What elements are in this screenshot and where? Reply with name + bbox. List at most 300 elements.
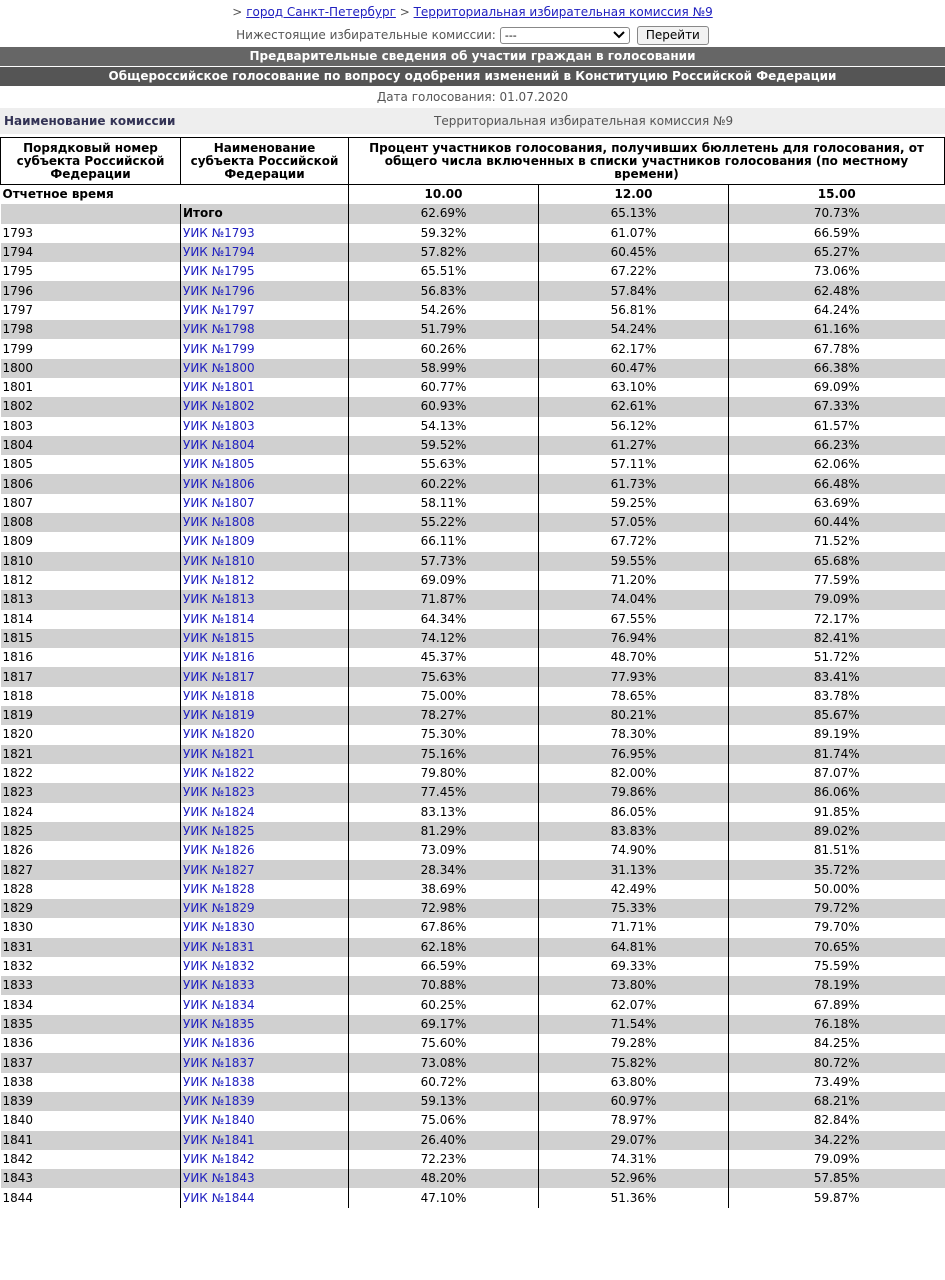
uik-link[interactable]: УИК №1817 — [183, 669, 255, 684]
uik-cell — [181, 899, 349, 918]
uik-link[interactable]: УИК №1828 — [183, 881, 255, 896]
turnout-15: 50.00% — [729, 880, 945, 899]
table-row — [1, 976, 945, 995]
row-number: 1794 — [1, 243, 181, 262]
turnout-10: 55.63% — [349, 455, 539, 474]
table-row — [1, 1111, 945, 1130]
turnout-15: 70.65% — [729, 938, 945, 957]
turnout-12: 31.13% — [539, 860, 729, 879]
uik-cell — [181, 1150, 349, 1169]
turnout-10: 56.83% — [349, 281, 539, 300]
uik-cell — [181, 860, 349, 879]
uik-link[interactable]: УИК №1802 — [183, 399, 255, 414]
uik-link[interactable]: УИК №1794 — [183, 245, 255, 260]
uik-cell — [181, 764, 349, 783]
lower-commissions-select[interactable] — [500, 27, 630, 44]
uik-link[interactable]: УИК №1820 — [183, 727, 255, 742]
row-number: 1829 — [1, 899, 181, 918]
row-number: 1838 — [2, 1074, 34, 1089]
table-row — [1, 532, 945, 551]
table-row — [1, 243, 945, 262]
turnout-15: 51.72% — [729, 648, 945, 667]
turnout-15: 76.18% — [729, 1015, 945, 1034]
uik-link[interactable]: УИК №1813 — [183, 592, 255, 607]
row-number: 1833 — [1, 976, 181, 995]
table-row — [1, 320, 945, 339]
uik-link[interactable]: УИК №1818 — [183, 688, 255, 703]
row-number: 1800 — [1, 359, 181, 378]
uik-link[interactable]: УИК №1824 — [183, 804, 255, 819]
turnout-10: 62.18% — [349, 938, 539, 957]
row-number: 1807 — [2, 495, 34, 510]
table-row — [1, 494, 945, 513]
uik-link[interactable]: УИК №1830 — [183, 920, 255, 935]
uik-cell — [181, 976, 349, 995]
uik-link[interactable]: УИК №1835 — [183, 1016, 255, 1031]
uik-cell — [181, 455, 349, 474]
turnout-15: 87.07% — [729, 764, 945, 783]
total-15: 70.73% — [729, 204, 945, 223]
table-row — [1, 918, 945, 937]
turnout-10: 72.98% — [349, 899, 539, 918]
turnout-15: 65.27% — [729, 243, 945, 262]
turnout-15: 79.70% — [729, 918, 945, 937]
commission-label: Наименование комиссии — [4, 114, 176, 128]
uik-link[interactable]: УИК №1819 — [183, 708, 255, 723]
uik-link[interactable]: УИК №1803 — [183, 418, 255, 433]
table-row — [1, 764, 945, 783]
turnout-15: 61.16% — [729, 320, 945, 339]
turnout-12: 54.24% — [539, 320, 729, 339]
row-number: 1797 — [2, 302, 34, 317]
uik-cell — [181, 745, 349, 764]
uik-cell — [181, 667, 349, 686]
uik-link[interactable]: УИК №1826 — [183, 843, 255, 858]
row-number: 1793 — [2, 225, 34, 240]
turnout-15: 82.84% — [729, 1111, 945, 1130]
turnout-10: 60.77% — [349, 378, 539, 397]
table-row — [1, 995, 945, 1014]
breadcrumb-link-city[interactable]: город Санкт-Петербург — [246, 5, 396, 19]
turnout-15: 61.57% — [729, 417, 945, 436]
turnout-15: 62.06% — [729, 455, 945, 474]
lower-commissions-label: Нижестоящие избирательные комиссии: — [236, 28, 496, 42]
row-number: 1841 — [1, 1131, 181, 1150]
turnout-15: 85.67% — [729, 706, 945, 725]
uik-link[interactable]: УИК №1800 — [183, 360, 255, 375]
uik-cell — [181, 648, 349, 667]
vote-date — [0, 86, 945, 108]
table-row — [1, 262, 945, 281]
turnout-15: 67.78% — [729, 339, 945, 358]
row-number: 1831 — [1, 938, 181, 957]
uik-link[interactable]: УИК №1827 — [183, 862, 255, 877]
uik-cell — [181, 378, 349, 397]
turnout-10: 57.73% — [349, 552, 539, 571]
uik-cell — [181, 552, 349, 571]
uik-cell — [181, 1131, 349, 1150]
uik-link[interactable]: УИК №1829 — [183, 901, 255, 916]
uik-cell — [181, 1092, 349, 1111]
turnout-10: 60.72% — [349, 1073, 539, 1092]
turnout-15: 60.44% — [729, 513, 945, 532]
turnout-10: 72.23% — [349, 1150, 539, 1169]
table-row — [1, 590, 945, 609]
breadcrumb-link-commission[interactable]: Территориальная избирательная комиссия №9 — [413, 5, 713, 19]
uik-cell — [181, 803, 349, 822]
row-number: 1839 — [1, 1092, 181, 1111]
uik-link[interactable]: УИК №1814 — [183, 611, 255, 626]
uik-link[interactable]: УИК №1809 — [183, 534, 255, 549]
turnout-12: 76.95% — [539, 745, 729, 764]
turnout-12: 48.70% — [539, 648, 729, 667]
table-row — [1, 860, 945, 879]
turnout-15: 81.74% — [729, 745, 945, 764]
uik-link[interactable]: УИК №1808 — [183, 515, 255, 530]
uik-link[interactable]: УИК №1838 — [183, 1074, 255, 1089]
uik-cell — [181, 1188, 349, 1207]
turnout-12: 73.80% — [539, 976, 729, 995]
uik-cell — [181, 281, 349, 300]
turnout-15: 83.78% — [729, 687, 945, 706]
row-number: 1810 — [1, 552, 181, 571]
turnout-15: 67.89% — [729, 995, 945, 1014]
table-row — [1, 1188, 945, 1207]
uik-cell — [181, 938, 349, 957]
time-15: 15.00 — [729, 185, 945, 205]
uik-link[interactable]: УИК №1821 — [183, 746, 255, 761]
row-number: 1803 — [2, 418, 34, 433]
table-row — [1, 745, 945, 764]
total-12: 65.13% — [539, 204, 729, 223]
row-number: 1806 — [1, 474, 181, 493]
uik-cell — [181, 494, 349, 513]
uik-cell — [181, 1015, 349, 1034]
turnout-12: 60.47% — [539, 359, 729, 378]
turnout-10: 59.52% — [349, 436, 539, 455]
turnout-15: 91.85% — [729, 803, 945, 822]
uik-cell — [181, 532, 349, 551]
uik-link[interactable]: УИК №1834 — [183, 997, 255, 1012]
uik-cell — [181, 1111, 349, 1130]
uik-link[interactable]: УИК №1832 — [183, 959, 255, 974]
turnout-10: 81.29% — [349, 822, 539, 841]
uik-link[interactable]: УИК №1798 — [183, 322, 255, 337]
turnout-10: 69.09% — [349, 571, 539, 590]
turnout-12: 83.83% — [539, 822, 729, 841]
uik-cell — [181, 436, 349, 455]
table-row — [1, 417, 945, 436]
uik-cell — [181, 571, 349, 590]
table-row — [1, 687, 945, 706]
turnout-12: 71.54% — [539, 1015, 729, 1034]
table-row — [1, 899, 945, 918]
turnout-10: 75.16% — [349, 745, 539, 764]
row-number: 1805 — [2, 457, 34, 472]
row-number: 1830 — [2, 920, 34, 935]
table-row — [1, 571, 945, 590]
uik-link[interactable]: УИК №1806 — [183, 476, 255, 491]
turnout-12: 75.82% — [539, 1053, 729, 1072]
turnout-15: 66.59% — [729, 224, 945, 243]
turnout-15: 67.33% — [729, 397, 945, 416]
turnout-15: 73.49% — [729, 1073, 945, 1092]
row-number: 1808 — [1, 513, 181, 532]
header-name: Наименование субъекта Российской Федерации — [181, 138, 349, 185]
uik-link[interactable]: УИК №1797 — [183, 302, 255, 317]
turnout-12: 74.31% — [539, 1150, 729, 1169]
row-number: 1821 — [1, 745, 181, 764]
turnout-10: 59.13% — [349, 1092, 539, 1111]
date-value: 01.07.2020 — [499, 90, 569, 104]
table-row — [1, 1092, 945, 1111]
turnout-10: 60.25% — [349, 995, 539, 1014]
time-row — [1, 185, 945, 205]
turnout-12: 67.55% — [539, 610, 729, 629]
turnout-10: 45.37% — [349, 648, 539, 667]
row-number: 1818 — [2, 688, 34, 703]
uik-cell — [181, 783, 349, 802]
turnout-10: 54.26% — [349, 301, 539, 320]
row-number: 1842 — [2, 1151, 34, 1166]
uik-link[interactable]: УИК №1831 — [183, 939, 255, 954]
turnout-10: 57.82% — [349, 243, 539, 262]
row-number: 1836 — [2, 1036, 34, 1051]
uik-link[interactable]: УИК №1840 — [183, 1113, 255, 1128]
turnout-10: 78.27% — [349, 706, 539, 725]
table-row — [1, 841, 945, 860]
turnout-12: 59.25% — [539, 494, 729, 513]
uik-cell — [181, 359, 349, 378]
uik-cell — [181, 262, 349, 281]
uik-cell — [181, 725, 349, 744]
row-number: 1822 — [2, 766, 34, 781]
uik-cell — [181, 629, 349, 648]
turnout-10: 60.22% — [349, 474, 539, 493]
uik-link[interactable]: УИК №1795 — [183, 264, 255, 279]
uik-link[interactable]: УИК №1837 — [183, 1055, 255, 1070]
header-number: Порядковый номер субъекта Российской Федерации — [1, 138, 181, 185]
turnout-15: 66.38% — [729, 359, 945, 378]
commission-row — [0, 108, 945, 134]
row-number: 1837 — [1, 1053, 181, 1072]
turnout-15: 34.22% — [729, 1131, 945, 1150]
uik-link[interactable]: УИК №1822 — [183, 766, 255, 781]
uik-link[interactable]: УИК №1804 — [183, 438, 255, 452]
turnout-15: 75.59% — [729, 957, 945, 976]
turnout-10: 26.40% — [349, 1131, 539, 1150]
uik-cell — [181, 610, 349, 629]
uik-cell — [181, 1169, 349, 1188]
turnout-12: 75.33% — [539, 899, 729, 918]
turnout-12: 78.30% — [539, 725, 729, 744]
turnout-10: 73.09% — [349, 841, 539, 860]
turnout-15: 71.52% — [729, 532, 945, 551]
turnout-10: 60.93% — [349, 397, 539, 416]
uik-link[interactable]: УИК №1839 — [183, 1094, 255, 1109]
turnout-12: 76.94% — [539, 629, 729, 648]
uik-link[interactable]: УИК №1793 — [183, 225, 255, 240]
row-number: 1824 — [2, 804, 34, 819]
turnout-10: 67.86% — [349, 918, 539, 937]
turnout-15: 79.09% — [729, 1150, 945, 1169]
turnout-10: 75.30% — [349, 725, 539, 744]
turnout-15: 89.02% — [729, 822, 945, 841]
uik-link[interactable]: УИК №1807 — [183, 495, 255, 510]
uik-link[interactable]: УИК №1810 — [183, 553, 255, 568]
breadcrumb-separator: > — [399, 5, 410, 19]
turnout-10: 58.99% — [349, 359, 539, 378]
turnout-12: 78.97% — [539, 1111, 729, 1130]
row-number: 1802 — [1, 397, 181, 416]
turnout-15: 35.72% — [729, 860, 945, 879]
header-percent: Процент участников голосования, получивших бюллетень для голосования, от общего числа включенных в списки участников голосования (по местному времени) — [349, 138, 945, 185]
total-label: Итого — [181, 204, 349, 223]
go-button[interactable]: Перейти — [637, 26, 709, 45]
turnout-12: 61.07% — [539, 224, 729, 243]
row-number: 1840 — [2, 1113, 34, 1128]
turnout-15: 73.06% — [729, 262, 945, 281]
table-row — [1, 281, 945, 300]
uik-link[interactable]: УИК №1799 — [183, 341, 255, 356]
table-row — [1, 339, 945, 358]
turnout-12: 57.11% — [539, 455, 729, 474]
turnout-10: 73.08% — [349, 1053, 539, 1072]
table-row — [1, 667, 945, 686]
uik-link[interactable]: УИК №1841 — [183, 1132, 255, 1147]
uik-link[interactable]: УИК №1842 — [183, 1151, 255, 1166]
turnout-15: 78.19% — [729, 976, 945, 995]
row-number: 1827 — [1, 860, 181, 879]
turnout-10: 75.63% — [349, 667, 539, 686]
table-row — [1, 224, 945, 243]
turnout-table — [0, 137, 945, 1208]
turnout-12: 60.45% — [539, 243, 729, 262]
table-row — [1, 803, 945, 822]
turnout-12: 82.00% — [539, 764, 729, 783]
turnout-10: 65.51% — [349, 262, 539, 281]
turnout-15: 62.48% — [729, 281, 945, 300]
turnout-10: 69.17% — [349, 1015, 539, 1034]
uik-link[interactable]: УИК №1812 — [183, 573, 255, 588]
uik-link[interactable]: УИК №1815 — [183, 630, 255, 645]
chevron-down-icon — [613, 31, 625, 39]
turnout-15: 69.09% — [729, 378, 945, 397]
turnout-15: 82.41% — [729, 629, 945, 648]
turnout-12: 69.33% — [539, 957, 729, 976]
table-row — [1, 1131, 945, 1150]
row-number: 1804 — [1, 436, 181, 455]
turnout-15: 79.09% — [729, 590, 945, 609]
turnout-10: 75.60% — [349, 1034, 539, 1053]
turnout-15: 63.69% — [729, 494, 945, 513]
turnout-12: 78.65% — [539, 687, 729, 706]
row-number: 1843 — [1, 1169, 181, 1188]
uik-cell — [181, 841, 349, 860]
table-row — [1, 436, 945, 455]
uik-cell — [181, 590, 349, 609]
turnout-15: 77.59% — [729, 571, 945, 590]
breadcrumb — [0, 0, 945, 24]
uik-link[interactable]: УИК №1805 — [183, 457, 255, 472]
row-number: 1820 — [2, 727, 34, 742]
uik-cell — [181, 687, 349, 706]
row-number: 1814 — [2, 611, 34, 626]
uik-cell — [181, 957, 349, 976]
table-row — [1, 474, 945, 493]
uik-link[interactable]: УИК №1843 — [183, 1171, 255, 1186]
turnout-12: 52.96% — [539, 1169, 729, 1188]
row-number: 1817 — [1, 667, 181, 686]
turnout-12: 71.71% — [539, 918, 729, 937]
turnout-12: 74.04% — [539, 590, 729, 609]
table-row — [1, 359, 945, 378]
uik-link[interactable]: УИК №1823 — [183, 785, 255, 800]
vote-title: Общероссийское голосование по вопросу одобрения изменений в Конституцию Российской Федерации — [0, 67, 945, 86]
uik-cell — [181, 822, 349, 841]
turnout-10: 48.20% — [349, 1169, 539, 1188]
turnout-10: 83.13% — [349, 803, 539, 822]
turnout-12: 62.07% — [539, 995, 729, 1014]
turnout-15: 86.06% — [729, 783, 945, 802]
turnout-15: 65.68% — [729, 552, 945, 571]
uik-link[interactable]: УИК №1801 — [183, 380, 255, 395]
table-row — [1, 648, 945, 667]
table-row — [1, 957, 945, 976]
uik-cell — [181, 320, 349, 339]
uik-link[interactable]: УИК №1833 — [183, 978, 255, 993]
turnout-15: 79.72% — [729, 899, 945, 918]
turnout-12: 74.90% — [539, 841, 729, 860]
table-row — [1, 1034, 945, 1053]
uik-cell — [181, 397, 349, 416]
page-title: Предварительные сведения об участии граждан в голосовании — [0, 47, 945, 66]
uik-link[interactable]: УИК №1836 — [183, 1036, 255, 1051]
turnout-15: 66.48% — [729, 474, 945, 493]
row-number: 1832 — [2, 959, 34, 974]
row-number: 1813 — [1, 590, 181, 609]
row-number: 1834 — [2, 997, 34, 1012]
turnout-10: 47.10% — [349, 1188, 539, 1207]
turnout-12: 56.81% — [539, 301, 729, 320]
uik-link[interactable]: УИК №1816 — [183, 650, 255, 665]
table-row — [1, 783, 945, 802]
row-number: 1801 — [2, 380, 34, 395]
row-number: 1844 — [2, 1190, 34, 1205]
turnout-10: 75.00% — [349, 687, 539, 706]
uik-cell — [181, 1053, 349, 1072]
uik-cell — [181, 706, 349, 725]
turnout-15: 66.23% — [729, 436, 945, 455]
turnout-10: 64.34% — [349, 610, 539, 629]
uik-cell — [181, 224, 349, 243]
table-row — [1, 938, 945, 957]
uik-cell — [181, 918, 349, 937]
uik-link[interactable]: УИК №1796 — [183, 283, 255, 298]
commission-value: Территориальная избирательная комиссия №9 — [434, 114, 734, 128]
row-number: 1835 — [1, 1015, 181, 1034]
uik-link[interactable]: УИК №1825 — [183, 823, 255, 838]
uik-link[interactable]: УИК №1844 — [183, 1190, 255, 1205]
turnout-12: 56.12% — [539, 417, 729, 436]
row-number: 1823 — [1, 783, 181, 802]
row-number: 1795 — [2, 264, 34, 279]
turnout-12: 79.86% — [539, 783, 729, 802]
select-value: --- — [504, 28, 517, 42]
total-row — [1, 204, 945, 223]
uik-cell — [181, 417, 349, 436]
date-label: Дата голосования: — [376, 90, 496, 104]
